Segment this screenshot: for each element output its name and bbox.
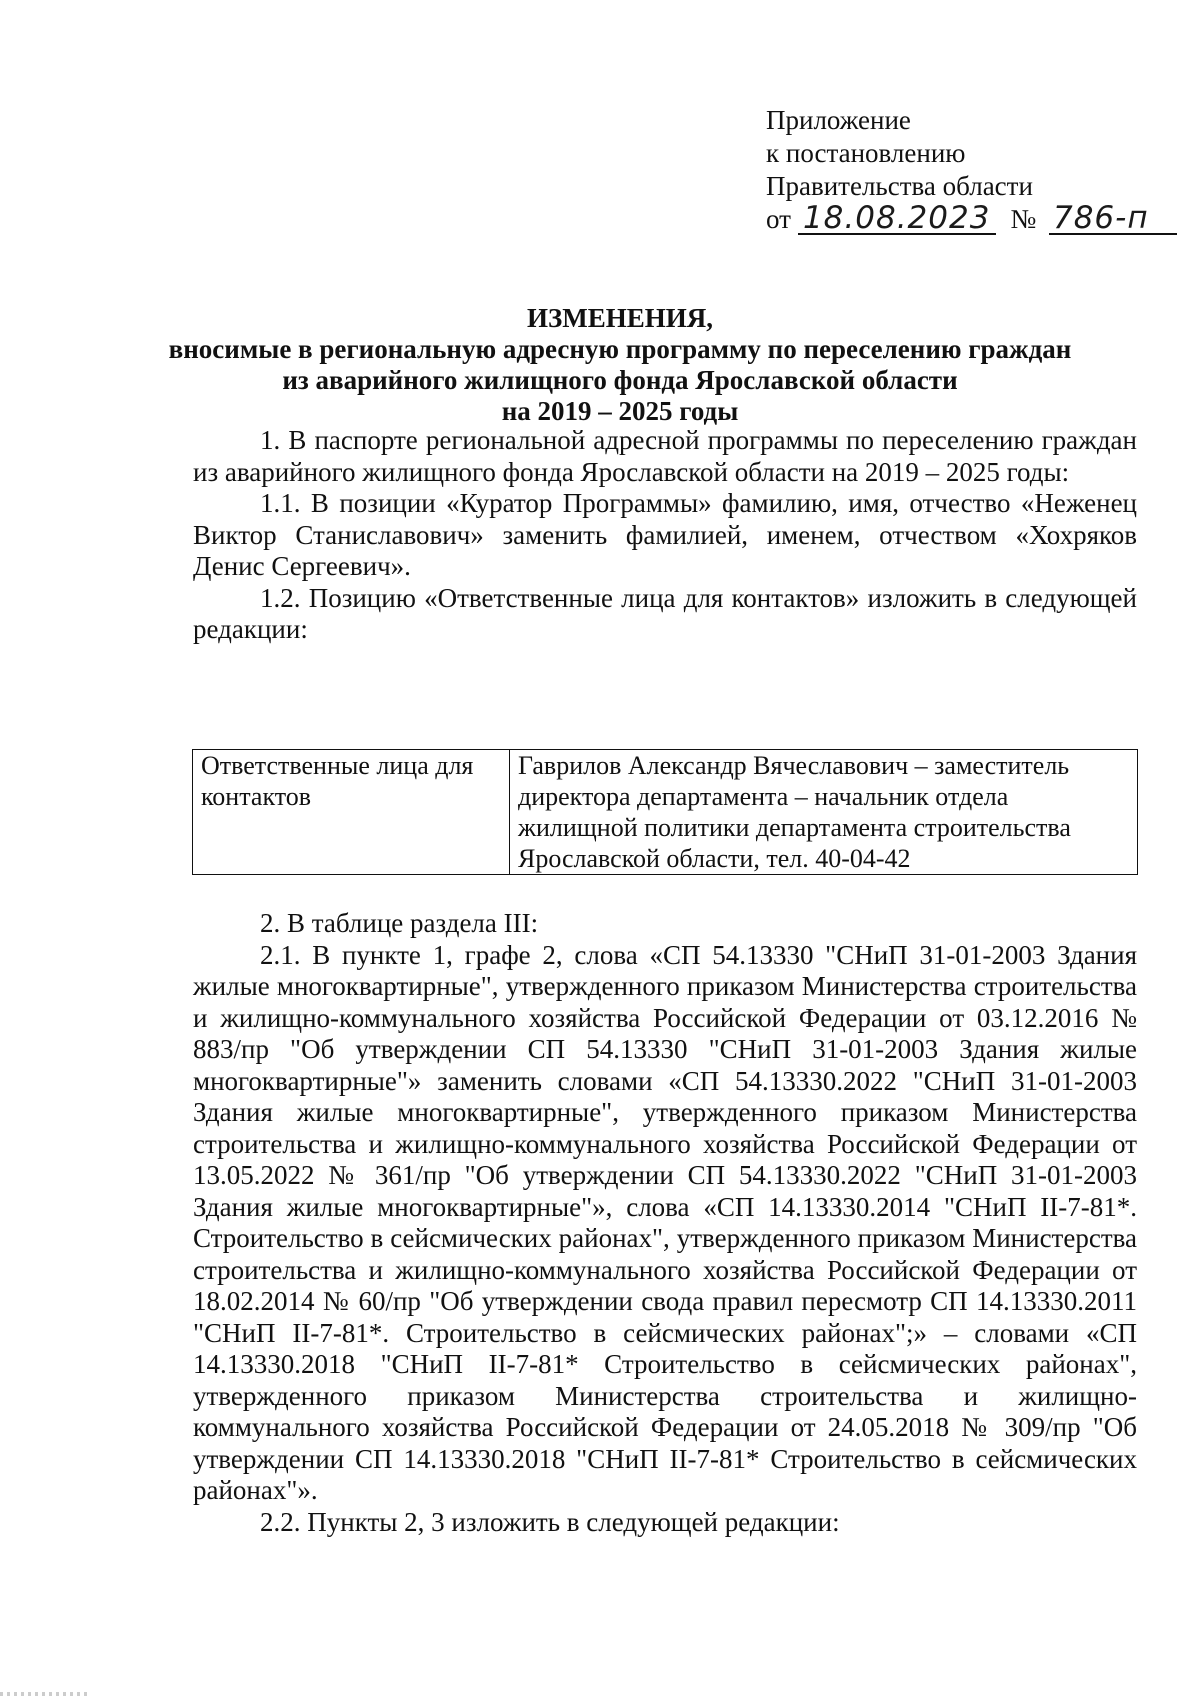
appendix-header [766,104,1177,236]
handwritten-date: 18.08.2023 [798,203,996,235]
paragraph-1: 1. В паспорте региональной адресной программы по переселению граждан из аварийного жилищного фонда Ярославской области на 2019 – 2025 годы: [193,425,1137,487]
table-cell-label: Ответственные лица для контактов [193,750,510,875]
paragraph-2: 2. В таблице раздела III: [260,908,539,938]
paragraph-2-1: 2.1. В пункте 1, графе 2, слова «СП 54.13330 "СНиП 31-01-2003 Здания жилые многоквартирные", утвержденного приказом Министерства строительства и жилищно-коммунального хозяйства Российской Федерации от 03.12.2016 № 883/пр "Об утверждении СП 54.13330 "СНиП 31-01-2003 Здания жилые многоквартирные"» заменить словами «СП 54.13330.2022 "СНиП 31-01-2003 Здания жилые многоквартирные", утвержденного приказом Министерства строительства и жилищно-коммунального хозяйства Российской Федерации от 13.05.2022 № 361/пр "Об утверждении СП 54.13330.2022 "СНиП 31-01-2003 Здания жилые многоквартирные"», слова «СП 14.13330.2014 "СНиП II-7-81*. Строительство в сейсмических районах", утвержденного приказом Министерства строительства и жилищно-коммунального хозяйства Российской Федерации от 18.02.2014 № 60/пр "Об утверждении свода правил пересмотр СП 14.13330.2011 "СНиП II-7-81*. Строительство в сейсмических районах";» – словами «СП 14.13330.2018 "СНиП II-7-81* Строительство в сейсмических районах", утвержденного приказом Министерства строительства и жилищно-коммунального хозяйства Российской Федерации от 24.05.2018 № 309/пр "Об утверждении СП 14.13330.2018 "СНиП II-7-81* Строительство в сейсмических районах"». [193,939,1137,1505]
appendix-resolution: к постановлению [766,138,966,168]
number-sign: № [1010,204,1037,234]
date-prefix: от [766,204,791,234]
paragraph-1-2: 1.2. Позицию «Ответственные лица для контактов» изложить в следующей редакции: [193,582,1137,644]
paragraph-1-1: 1.1. В позиции «Куратор Программы» фамилию, имя, отчество «Неженец Виктор Станиславович» заменить фамилией, именем, отчеством «Хохряков Денис Сергеевич». [193,488,1137,581]
section-1 [193,425,1137,646]
handwritten-number: 786-п [1049,203,1177,235]
title-heading: ИЗМЕНЕНИЯ, [526,303,713,333]
paragraph-2-2: 2.2. Пункты 2, 3 изложить в следующей редакции: [260,1506,840,1537]
document-title [120,303,1120,427]
title-subline-3: на 2019 – 2025 годы [501,396,739,426]
section-2 [193,908,1137,1538]
title-subline-2: из аварийного жилищного фонда Ярославской области [282,365,958,395]
table-cell-value: Гаврилов Александр Вячеславович – заместитель директора департамента – начальник отдела жилищной политики департамента строительства Ярославской области, тел. 40-04-42 [510,750,1138,875]
appendix-government: Правительства области [766,171,1033,201]
appendix-label: Приложение [766,105,911,135]
contacts-table [192,749,1138,875]
title-subline-1: вносимые в региональную адресную программу по переселению граждан [168,334,1072,364]
appendix-date-line [766,200,1177,236]
table-row [193,750,1138,875]
scan-artifact [0,1692,90,1696]
